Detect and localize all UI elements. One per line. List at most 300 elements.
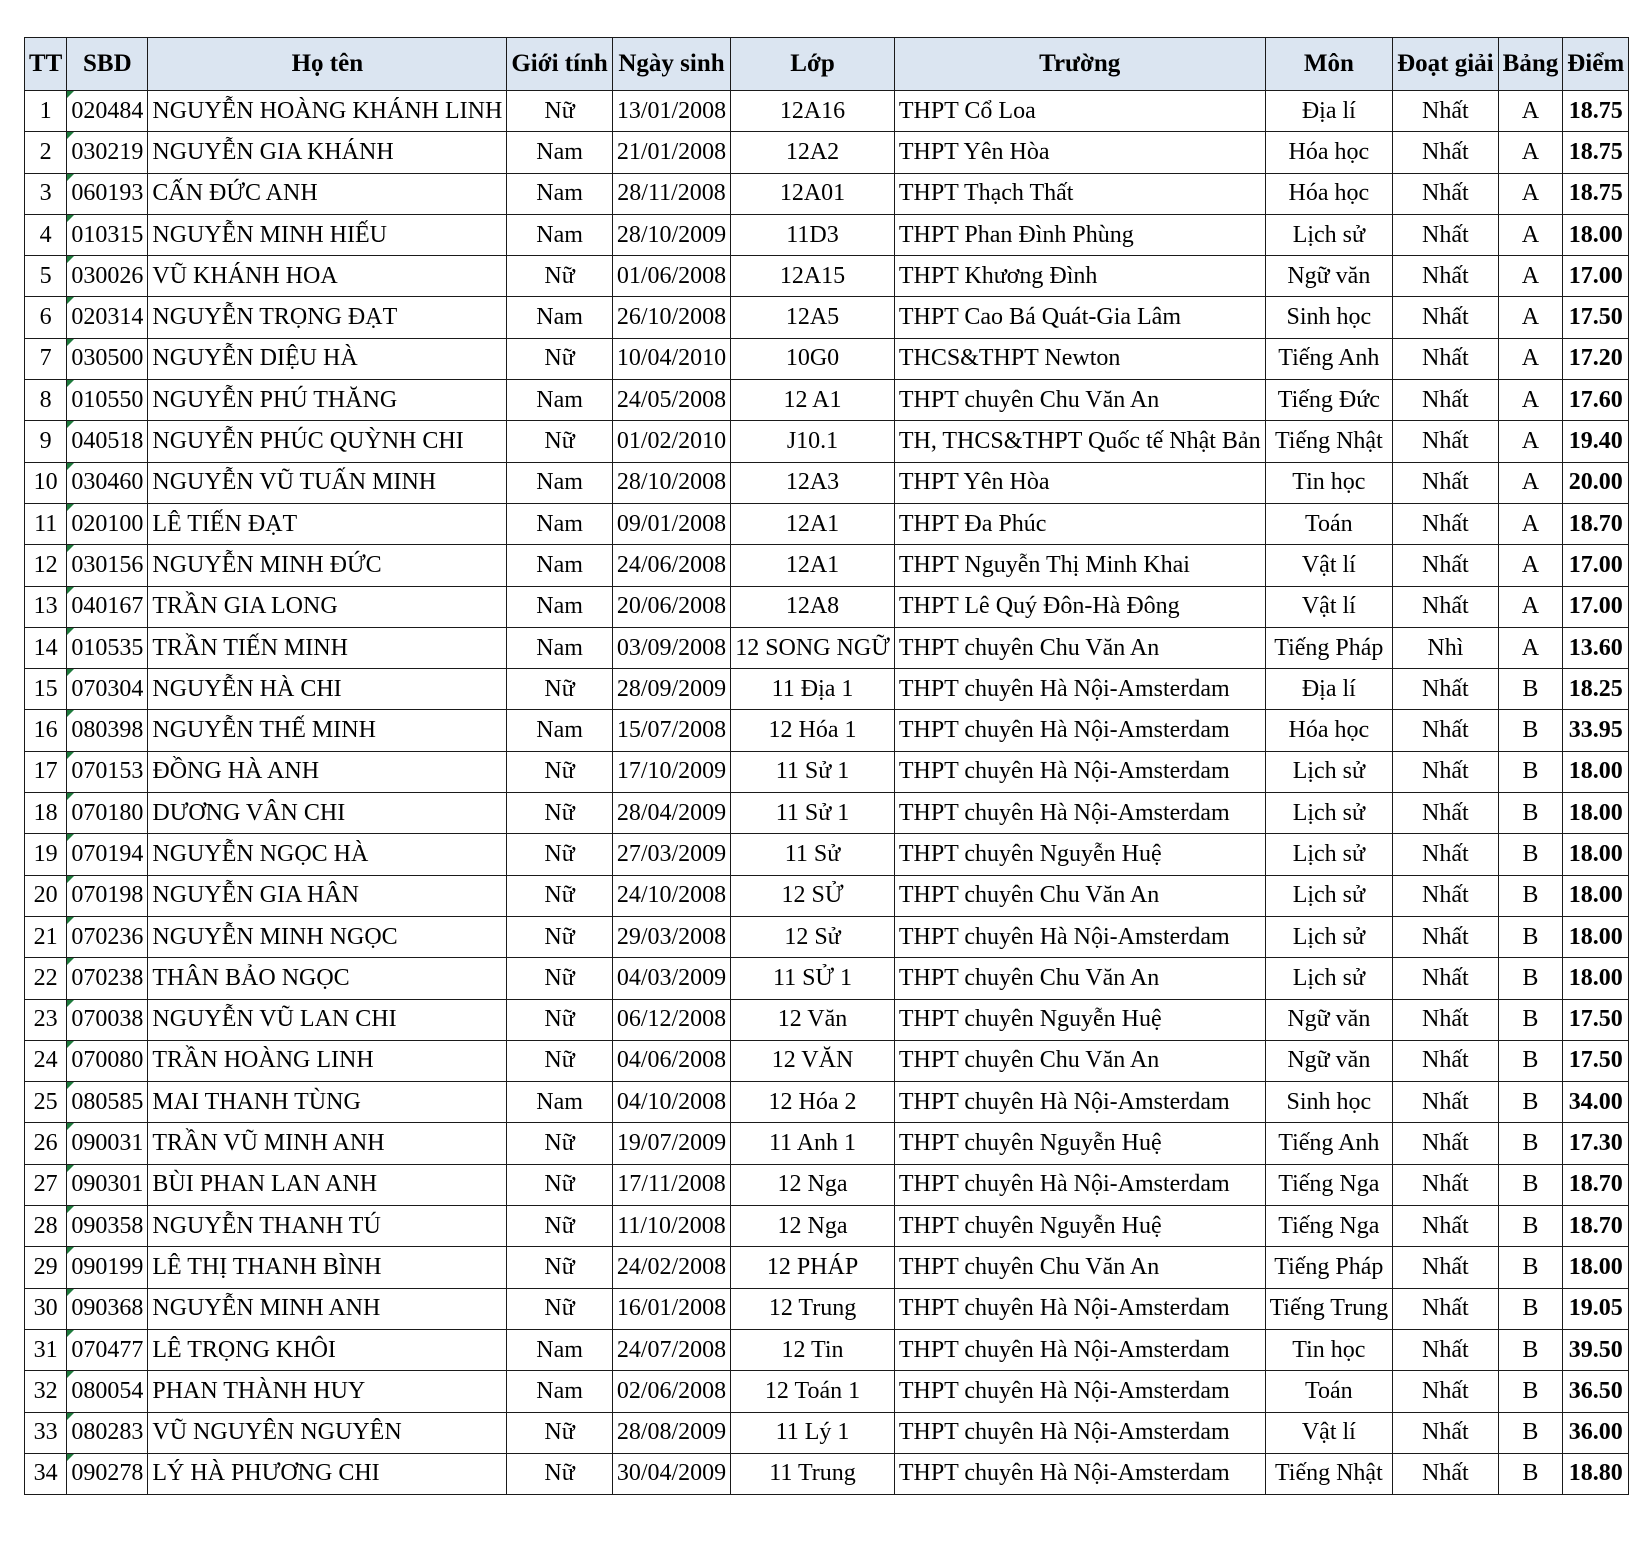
cell-tt[interactable]: 29 (25, 1247, 67, 1288)
cell-school[interactable]: THPT Thạch Thất (894, 173, 1265, 214)
cell-group[interactable]: A (1498, 214, 1563, 255)
cell-name[interactable]: NGUYỄN VŨ LAN CHI (148, 999, 507, 1040)
cell-school[interactable]: THPT chuyên Nguyễn Huệ (894, 1206, 1265, 1247)
cell-name[interactable]: NGUYỄN MINH NGỌC (148, 916, 507, 957)
cell-school[interactable]: THPT Cao Bá Quát-Gia Lâm (894, 297, 1265, 338)
cell-score[interactable]: 18.70 (1563, 1206, 1629, 1247)
cell-prize[interactable]: Nhất (1393, 380, 1499, 421)
cell-dob[interactable]: 17/11/2008 (612, 1164, 730, 1205)
cell-dob[interactable]: 28/10/2009 (612, 214, 730, 255)
cell-class[interactable]: 10G0 (731, 338, 895, 379)
cell-score[interactable]: 19.40 (1563, 421, 1629, 462)
cell-subject[interactable]: Sinh học (1265, 297, 1393, 338)
cell-tt[interactable]: 21 (25, 916, 67, 957)
cell-score[interactable]: 18.00 (1563, 1247, 1629, 1288)
cell-name[interactable]: NGUYỄN NGỌC HÀ (148, 834, 507, 875)
cell-group[interactable]: B (1498, 1371, 1563, 1412)
cell-name[interactable]: THÂN BẢO NGỌC (148, 958, 507, 999)
cell-gender[interactable]: Nữ (507, 669, 613, 710)
cell-prize[interactable]: Nhất (1393, 958, 1499, 999)
cell-score[interactable]: 18.75 (1563, 173, 1629, 214)
cell-class[interactable]: 12 Nga (731, 1206, 895, 1247)
cell-sbd[interactable] (67, 669, 148, 710)
cell-gender[interactable]: Nữ (507, 91, 613, 132)
cell-prize[interactable]: Nhất (1393, 1164, 1499, 1205)
cell-dob[interactable]: 24/02/2008 (612, 1247, 730, 1288)
cell-class[interactable]: 11 Anh 1 (731, 1123, 895, 1164)
cell-group[interactable]: B (1498, 958, 1563, 999)
cell-class[interactable]: 12 Trung (731, 1288, 895, 1329)
cell-dob[interactable]: 11/10/2008 (612, 1206, 730, 1247)
cell-school[interactable]: THPT chuyên Chu Văn An (894, 875, 1265, 916)
cell-class[interactable]: 12 VĂN (731, 1040, 895, 1081)
cell-name[interactable]: CẤN ĐỨC ANH (148, 173, 507, 214)
cell-gender[interactable]: Nữ (507, 1206, 613, 1247)
header-group[interactable]: Bảng (1498, 38, 1563, 91)
cell-dob[interactable]: 29/03/2008 (612, 916, 730, 957)
cell-subject[interactable]: Tiếng Pháp (1265, 1247, 1393, 1288)
cell-gender[interactable]: Nữ (507, 834, 613, 875)
cell-name[interactable]: TRẦN VŨ MINH ANH (148, 1123, 507, 1164)
cell-subject[interactable]: Tin học (1265, 462, 1393, 503)
cell-group[interactable]: A (1498, 462, 1563, 503)
cell-name[interactable]: PHAN THÀNH HUY (148, 1371, 507, 1412)
cell-dob[interactable]: 03/09/2008 (612, 627, 730, 668)
cell-sbd[interactable] (67, 256, 148, 297)
cell-gender[interactable]: Nữ (507, 1247, 613, 1288)
cell-sbd[interactable] (67, 875, 148, 916)
cell-school[interactable]: THPT chuyên Hà Nội-Amsterdam (894, 1288, 1265, 1329)
cell-score[interactable]: 18.00 (1563, 875, 1629, 916)
cell-dob[interactable]: 24/10/2008 (612, 875, 730, 916)
cell-gender[interactable]: Nam (507, 545, 613, 586)
cell-gender[interactable]: Nữ (507, 421, 613, 462)
cell-group[interactable]: A (1498, 380, 1563, 421)
cell-sbd[interactable] (67, 958, 148, 999)
cell-sbd[interactable] (67, 1123, 148, 1164)
cell-school[interactable]: THPT Yên Hòa (894, 462, 1265, 503)
cell-sbd[interactable] (67, 916, 148, 957)
cell-subject[interactable]: Ngữ văn (1265, 256, 1393, 297)
cell-sbd[interactable] (67, 173, 148, 214)
cell-sbd[interactable] (67, 503, 148, 544)
cell-class[interactable]: 11D3 (731, 214, 895, 255)
cell-school[interactable]: THPT chuyên Nguyễn Huệ (894, 1123, 1265, 1164)
cell-tt[interactable]: 25 (25, 1082, 67, 1123)
cell-group[interactable]: A (1498, 338, 1563, 379)
cell-dob[interactable]: 20/06/2008 (612, 586, 730, 627)
cell-sbd[interactable] (67, 338, 148, 379)
cell-group[interactable]: B (1498, 751, 1563, 792)
cell-tt[interactable]: 2 (25, 132, 67, 173)
cell-sbd[interactable] (67, 462, 148, 503)
cell-school[interactable]: THPT chuyên Hà Nội-Amsterdam (894, 1412, 1265, 1453)
cell-group[interactable]: A (1498, 91, 1563, 132)
cell-gender[interactable]: Nữ (507, 916, 613, 957)
cell-gender[interactable]: Nữ (507, 1412, 613, 1453)
cell-score[interactable]: 17.00 (1563, 545, 1629, 586)
cell-tt[interactable]: 1 (25, 91, 67, 132)
cell-gender[interactable]: Nam (507, 214, 613, 255)
cell-score[interactable]: 17.00 (1563, 256, 1629, 297)
cell-sbd[interactable] (67, 1329, 148, 1370)
cell-group[interactable]: A (1498, 627, 1563, 668)
cell-score[interactable]: 36.00 (1563, 1412, 1629, 1453)
cell-dob[interactable]: 30/04/2009 (612, 1453, 730, 1494)
cell-group[interactable]: A (1498, 503, 1563, 544)
cell-score[interactable]: 18.75 (1563, 91, 1629, 132)
cell-score[interactable]: 18.00 (1563, 834, 1629, 875)
header-sbd[interactable]: SBD (67, 38, 148, 91)
cell-gender[interactable]: Nam (507, 173, 613, 214)
cell-gender[interactable]: Nữ (507, 1040, 613, 1081)
cell-subject[interactable]: Sinh học (1265, 1082, 1393, 1123)
header-tt[interactable]: TT (25, 38, 67, 91)
header-name[interactable]: Họ tên (148, 38, 507, 91)
cell-sbd[interactable] (67, 751, 148, 792)
cell-class[interactable]: 12 Hóa 1 (731, 710, 895, 751)
cell-prize[interactable]: Nhất (1393, 1206, 1499, 1247)
cell-tt[interactable]: 34 (25, 1453, 67, 1494)
cell-sbd[interactable] (67, 1371, 148, 1412)
cell-subject[interactable]: Ngữ văn (1265, 1040, 1393, 1081)
cell-class[interactable]: 11 Sử 1 (731, 751, 895, 792)
cell-tt[interactable]: 4 (25, 214, 67, 255)
cell-sbd[interactable] (67, 627, 148, 668)
cell-group[interactable]: A (1498, 173, 1563, 214)
cell-gender[interactable]: Nam (507, 627, 613, 668)
cell-name[interactable]: NGUYỄN MINH HIẾU (148, 214, 507, 255)
cell-subject[interactable]: Tin học (1265, 1329, 1393, 1370)
cell-score[interactable]: 18.00 (1563, 793, 1629, 834)
cell-subject[interactable]: Tiếng Nhật (1265, 1453, 1393, 1494)
cell-prize[interactable]: Nhất (1393, 173, 1499, 214)
cell-group[interactable]: A (1498, 256, 1563, 297)
cell-tt[interactable]: 22 (25, 958, 67, 999)
cell-score[interactable]: 18.00 (1563, 751, 1629, 792)
cell-name[interactable]: MAI THANH TÙNG (148, 1082, 507, 1123)
cell-class[interactable]: 11 Sử (731, 834, 895, 875)
header-score[interactable]: Điểm (1563, 38, 1629, 91)
cell-gender[interactable]: Nữ (507, 1164, 613, 1205)
cell-score[interactable]: 36.50 (1563, 1371, 1629, 1412)
cell-group[interactable]: B (1498, 1453, 1563, 1494)
cell-school[interactable]: THPT chuyên Hà Nội-Amsterdam (894, 710, 1265, 751)
cell-class[interactable]: 12A8 (731, 586, 895, 627)
cell-school[interactable]: THPT Yên Hòa (894, 132, 1265, 173)
cell-sbd[interactable] (67, 1082, 148, 1123)
cell-gender[interactable]: Nam (507, 132, 613, 173)
cell-subject[interactable]: Địa lí (1265, 91, 1393, 132)
cell-tt[interactable]: 27 (25, 1164, 67, 1205)
cell-group[interactable]: A (1498, 132, 1563, 173)
cell-group[interactable]: B (1498, 834, 1563, 875)
cell-gender[interactable]: Nữ (507, 958, 613, 999)
cell-group[interactable]: B (1498, 1040, 1563, 1081)
cell-school[interactable]: THPT chuyên Hà Nội-Amsterdam (894, 1371, 1265, 1412)
cell-prize[interactable]: Nhất (1393, 1288, 1499, 1329)
cell-tt[interactable]: 31 (25, 1329, 67, 1370)
cell-school[interactable]: THPT Phan Đình Phùng (894, 214, 1265, 255)
cell-name[interactable]: TRẦN TIẾN MINH (148, 627, 507, 668)
cell-sbd[interactable] (67, 999, 148, 1040)
cell-dob[interactable]: 28/11/2008 (612, 173, 730, 214)
cell-name[interactable]: NGUYỄN DIỆU HÀ (148, 338, 507, 379)
cell-score[interactable]: 18.70 (1563, 1164, 1629, 1205)
cell-group[interactable]: B (1498, 1288, 1563, 1329)
cell-school[interactable]: THPT chuyên Hà Nội-Amsterdam (894, 1082, 1265, 1123)
cell-prize[interactable]: Nhất (1393, 834, 1499, 875)
cell-score[interactable]: 18.00 (1563, 214, 1629, 255)
cell-school[interactable]: THCS&THPT Newton (894, 338, 1265, 379)
cell-school[interactable]: THPT chuyên Chu Văn An (894, 380, 1265, 421)
cell-tt[interactable]: 13 (25, 586, 67, 627)
cell-prize[interactable]: Nhất (1393, 462, 1499, 503)
cell-subject[interactable]: Lịch sử (1265, 875, 1393, 916)
cell-class[interactable]: 12A1 (731, 545, 895, 586)
cell-prize[interactable]: Nhất (1393, 256, 1499, 297)
cell-subject[interactable]: Hóa học (1265, 173, 1393, 214)
cell-group[interactable]: B (1498, 1247, 1563, 1288)
cell-score[interactable]: 39.50 (1563, 1329, 1629, 1370)
cell-group[interactable]: B (1498, 710, 1563, 751)
cell-subject[interactable]: Tiếng Nhật (1265, 421, 1393, 462)
cell-sbd[interactable] (67, 1164, 148, 1205)
cell-class[interactable]: 11 Lý 1 (731, 1412, 895, 1453)
cell-prize[interactable]: Nhất (1393, 586, 1499, 627)
cell-sbd[interactable] (67, 132, 148, 173)
cell-gender[interactable]: Nữ (507, 875, 613, 916)
cell-class[interactable]: 12 SONG NGỮ (731, 627, 895, 668)
cell-sbd[interactable] (67, 297, 148, 338)
cell-tt[interactable]: 11 (25, 503, 67, 544)
cell-sbd[interactable] (67, 1288, 148, 1329)
cell-dob[interactable]: 28/10/2008 (612, 462, 730, 503)
cell-group[interactable]: A (1498, 421, 1563, 462)
cell-sbd[interactable] (67, 1247, 148, 1288)
cell-score[interactable]: 17.60 (1563, 380, 1629, 421)
cell-prize[interactable]: Nhất (1393, 875, 1499, 916)
cell-school[interactable]: THPT Nguyễn Thị Minh Khai (894, 545, 1265, 586)
cell-school[interactable]: THPT Khương Đình (894, 256, 1265, 297)
cell-class[interactable]: 12A16 (731, 91, 895, 132)
cell-tt[interactable]: 3 (25, 173, 67, 214)
cell-dob[interactable]: 19/07/2009 (612, 1123, 730, 1164)
cell-sbd[interactable] (67, 834, 148, 875)
cell-prize[interactable]: Nhất (1393, 1123, 1499, 1164)
cell-sbd[interactable] (67, 545, 148, 586)
cell-group[interactable]: B (1498, 793, 1563, 834)
cell-score[interactable]: 34.00 (1563, 1082, 1629, 1123)
cell-school[interactable]: THPT chuyên Hà Nội-Amsterdam (894, 751, 1265, 792)
cell-name[interactable]: NGUYỄN VŨ TUẤN MINH (148, 462, 507, 503)
cell-dob[interactable]: 17/10/2009 (612, 751, 730, 792)
cell-name[interactable]: BÙI PHAN LAN ANH (148, 1164, 507, 1205)
cell-school[interactable]: TH, THCS&THPT Quốc tế Nhật Bản (894, 421, 1265, 462)
cell-dob[interactable]: 21/01/2008 (612, 132, 730, 173)
cell-score[interactable]: 18.70 (1563, 503, 1629, 544)
cell-subject[interactable]: Ngữ văn (1265, 999, 1393, 1040)
cell-prize[interactable]: Nhất (1393, 1412, 1499, 1453)
cell-name[interactable]: NGUYỄN MINH ĐỨC (148, 545, 507, 586)
cell-prize[interactable]: Nhất (1393, 751, 1499, 792)
cell-score[interactable]: 17.50 (1563, 297, 1629, 338)
header-gender[interactable]: Giới tính (507, 38, 613, 91)
cell-subject[interactable]: Địa lí (1265, 669, 1393, 710)
cell-prize[interactable]: Nhất (1393, 1371, 1499, 1412)
cell-score[interactable]: 17.50 (1563, 999, 1629, 1040)
cell-subject[interactable]: Hóa học (1265, 710, 1393, 751)
cell-name[interactable]: VŨ KHÁNH HOA (148, 256, 507, 297)
cell-name[interactable]: LÊ THỊ THANH BÌNH (148, 1247, 507, 1288)
cell-subject[interactable]: Lịch sử (1265, 834, 1393, 875)
cell-subject[interactable]: Lịch sử (1265, 751, 1393, 792)
cell-class[interactable]: 11 Sử 1 (731, 793, 895, 834)
cell-prize[interactable]: Nhất (1393, 132, 1499, 173)
cell-tt[interactable]: 10 (25, 462, 67, 503)
cell-sbd[interactable] (67, 421, 148, 462)
cell-class[interactable]: 12A2 (731, 132, 895, 173)
cell-subject[interactable]: Tiếng Anh (1265, 1123, 1393, 1164)
cell-school[interactable]: THPT chuyên Hà Nội-Amsterdam (894, 1164, 1265, 1205)
cell-sbd[interactable] (67, 586, 148, 627)
cell-sbd[interactable] (67, 214, 148, 255)
cell-group[interactable]: B (1498, 875, 1563, 916)
cell-dob[interactable]: 28/09/2009 (612, 669, 730, 710)
cell-prize[interactable]: Nhất (1393, 999, 1499, 1040)
cell-name[interactable]: NGUYỄN MINH ANH (148, 1288, 507, 1329)
header-subject[interactable]: Môn (1265, 38, 1393, 91)
cell-name[interactable]: LÊ TIẾN ĐẠT (148, 503, 507, 544)
cell-subject[interactable]: Vật lí (1265, 545, 1393, 586)
cell-name[interactable]: VŨ NGUYÊN NGUYÊN (148, 1412, 507, 1453)
cell-score[interactable]: 17.50 (1563, 1040, 1629, 1081)
cell-dob[interactable]: 16/01/2008 (612, 1288, 730, 1329)
cell-class[interactable]: 12 SỬ (731, 875, 895, 916)
cell-name[interactable]: NGUYỄN THANH TÚ (148, 1206, 507, 1247)
cell-prize[interactable]: Nhất (1393, 214, 1499, 255)
cell-sbd[interactable] (67, 793, 148, 834)
cell-group[interactable]: B (1498, 916, 1563, 957)
cell-school[interactable]: THPT chuyên Chu Văn An (894, 1040, 1265, 1081)
cell-name[interactable]: DƯƠNG VÂN CHI (148, 793, 507, 834)
cell-score[interactable]: 19.05 (1563, 1288, 1629, 1329)
cell-tt[interactable]: 7 (25, 338, 67, 379)
cell-name[interactable]: NGUYỄN TRỌNG ĐẠT (148, 297, 507, 338)
cell-school[interactable]: THPT chuyên Hà Nội-Amsterdam (894, 669, 1265, 710)
cell-prize[interactable]: Nhất (1393, 1040, 1499, 1081)
cell-dob[interactable]: 13/01/2008 (612, 91, 730, 132)
cell-score[interactable]: 18.25 (1563, 669, 1629, 710)
cell-name[interactable]: TRẦN HOÀNG LINH (148, 1040, 507, 1081)
cell-tt[interactable]: 33 (25, 1412, 67, 1453)
cell-tt[interactable]: 16 (25, 710, 67, 751)
cell-score[interactable]: 33.95 (1563, 710, 1629, 751)
cell-prize[interactable]: Nhất (1393, 793, 1499, 834)
cell-dob[interactable]: 15/07/2008 (612, 710, 730, 751)
cell-sbd[interactable] (67, 380, 148, 421)
cell-name[interactable]: NGUYỄN GIA KHÁNH (148, 132, 507, 173)
cell-school[interactable]: THPT chuyên Hà Nội-Amsterdam (894, 1329, 1265, 1370)
cell-score[interactable]: 13.60 (1563, 627, 1629, 668)
cell-school[interactable]: THPT chuyên Chu Văn An (894, 958, 1265, 999)
cell-subject[interactable]: Toán (1265, 1371, 1393, 1412)
cell-class[interactable]: 12 PHÁP (731, 1247, 895, 1288)
cell-class[interactable]: 12 Toán 1 (731, 1371, 895, 1412)
cell-name[interactable]: ĐỒNG HÀ ANH (148, 751, 507, 792)
cell-class[interactable]: 12A5 (731, 297, 895, 338)
cell-prize[interactable]: Nhất (1393, 503, 1499, 544)
cell-sbd[interactable] (67, 1453, 148, 1494)
cell-group[interactable]: A (1498, 545, 1563, 586)
cell-gender[interactable]: Nữ (507, 338, 613, 379)
cell-gender[interactable]: Nữ (507, 256, 613, 297)
cell-group[interactable]: B (1498, 1123, 1563, 1164)
cell-school[interactable]: THPT Lê Quý Đôn-Hà Đông (894, 586, 1265, 627)
cell-gender[interactable]: Nữ (507, 999, 613, 1040)
cell-subject[interactable]: Toán (1265, 503, 1393, 544)
cell-prize[interactable]: Nhất (1393, 710, 1499, 751)
cell-school[interactable]: THPT chuyên Nguyễn Huệ (894, 999, 1265, 1040)
cell-subject[interactable]: Lịch sử (1265, 916, 1393, 957)
cell-dob[interactable]: 02/06/2008 (612, 1371, 730, 1412)
cell-dob[interactable]: 06/12/2008 (612, 999, 730, 1040)
cell-gender[interactable]: Nam (507, 586, 613, 627)
header-dob[interactable]: Ngày sinh (612, 38, 730, 91)
cell-class[interactable]: 11 Địa 1 (731, 669, 895, 710)
cell-school[interactable]: THPT chuyên Chu Văn An (894, 627, 1265, 668)
cell-group[interactable]: B (1498, 999, 1563, 1040)
cell-subject[interactable]: Lịch sử (1265, 214, 1393, 255)
cell-score[interactable]: 18.80 (1563, 1453, 1629, 1494)
cell-tt[interactable]: 28 (25, 1206, 67, 1247)
cell-tt[interactable]: 5 (25, 256, 67, 297)
cell-dob[interactable]: 04/10/2008 (612, 1082, 730, 1123)
cell-dob[interactable]: 04/03/2009 (612, 958, 730, 999)
cell-gender[interactable]: Nam (507, 1329, 613, 1370)
cell-subject[interactable]: Tiếng Nga (1265, 1164, 1393, 1205)
cell-gender[interactable]: Nữ (507, 793, 613, 834)
cell-dob[interactable]: 04/06/2008 (612, 1040, 730, 1081)
cell-class[interactable]: J10.1 (731, 421, 895, 462)
cell-class[interactable]: 12 Tin (731, 1329, 895, 1370)
cell-group[interactable]: B (1498, 1412, 1563, 1453)
cell-school[interactable]: THPT Đa Phúc (894, 503, 1265, 544)
cell-group[interactable]: B (1498, 669, 1563, 710)
cell-prize[interactable]: Nhất (1393, 916, 1499, 957)
cell-sbd[interactable] (67, 1206, 148, 1247)
cell-class[interactable]: 12A15 (731, 256, 895, 297)
cell-score[interactable]: 17.20 (1563, 338, 1629, 379)
cell-school[interactable]: THPT Cổ Loa (894, 91, 1265, 132)
cell-class[interactable]: 11 SỬ 1 (731, 958, 895, 999)
cell-group[interactable]: B (1498, 1082, 1563, 1123)
cell-gender[interactable]: Nữ (507, 1123, 613, 1164)
cell-gender[interactable]: Nữ (507, 1288, 613, 1329)
cell-gender[interactable]: Nam (507, 462, 613, 503)
cell-prize[interactable]: Nhất (1393, 91, 1499, 132)
cell-name[interactable]: LÊ TRỌNG KHÔI (148, 1329, 507, 1370)
cell-tt[interactable]: 19 (25, 834, 67, 875)
cell-prize[interactable]: Nhất (1393, 669, 1499, 710)
cell-score[interactable]: 18.00 (1563, 958, 1629, 999)
cell-score[interactable]: 20.00 (1563, 462, 1629, 503)
cell-sbd[interactable] (67, 91, 148, 132)
cell-prize[interactable]: Nhất (1393, 421, 1499, 462)
cell-tt[interactable]: 15 (25, 669, 67, 710)
cell-subject[interactable]: Lịch sử (1265, 958, 1393, 999)
cell-tt[interactable]: 9 (25, 421, 67, 462)
